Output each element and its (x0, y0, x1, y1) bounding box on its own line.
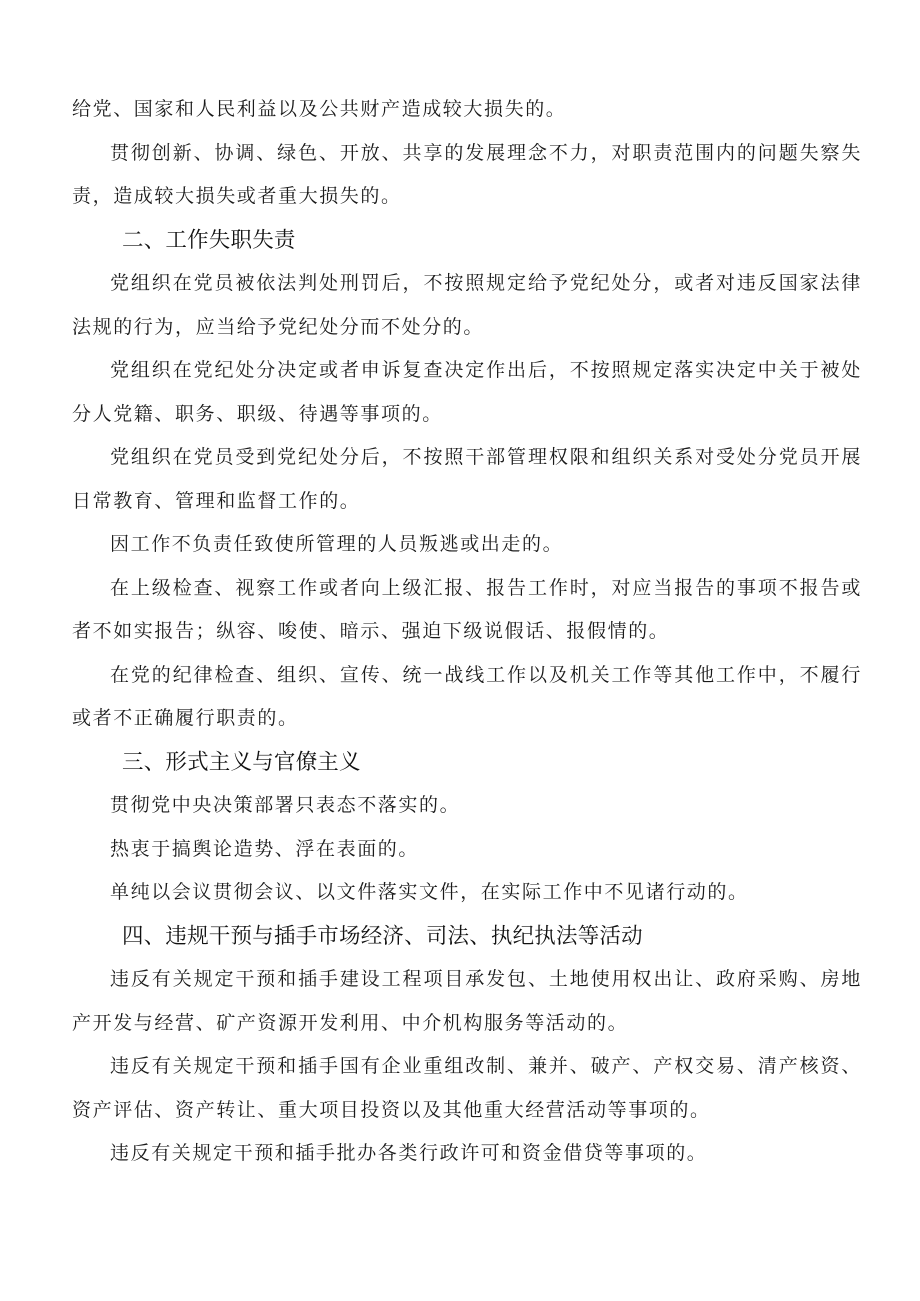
paragraph: 因工作不负责任致使所管理的人员叛逃或出走的。 (110, 533, 564, 555)
paragraph: 贯彻党中央决策部署只表态不落实的。 (110, 794, 461, 816)
section-heading-3: 三、形式主义与官僚主义 (122, 749, 361, 775)
paragraph: 党组织在党员受到党纪处分后，不按照干部管理权限和组织关系对受处分党员开展日常教育、管理和监督工作的。 (72, 446, 862, 512)
paragraph: 党组织在党纪处分决定或者申诉复查决定作出后，不按照规定落实决定中关于被处分人党籍、职务、职级、待遇等事项的。 (72, 359, 862, 425)
paragraph: 违反有关规定干预和插手国有企业重组改制、兼并、破产、产权交易、清产核资、资产评估、资产转让、重大项目投资以及其他重大经营活动等事项的。 (72, 1055, 862, 1121)
paragraph: 在上级检查、视察工作或者向上级汇报、报告工作时，对应当报告的事项不报告或者不如实报告；纵容、唆使、暗示、强迫下级说假话、报假情的。 (72, 576, 862, 642)
document-body (72, 88, 862, 1176)
paragraph: 单纯以会议贯彻会议、以文件落实文件，在实际工作中不见诸行动的。 (110, 881, 749, 903)
paragraph: 违反有关规定干预和插手建设工程项目承发包、土地使用权出让、政府采购、房地产开发与经营、矿产资源开发利用、中介机构服务等活动的。 (72, 968, 862, 1034)
paragraph: 在党的纪律检查、组织、宣传、统一战线工作以及机关工作等其他工作中，不履行或者不正确履行职责的。 (72, 663, 862, 729)
paragraph: 贯彻创新、协调、绿色、开放、共享的发展理念不力，对职责范围内的问题失察失责，造成较大损失或者重大损失的。 (72, 141, 862, 207)
section-heading-2: 二、工作失职失责 (122, 227, 296, 253)
paragraph: 热衷于搞舆论造势、浮在表面的。 (110, 837, 420, 860)
paragraph-continuation: 给党、国家和人民利益以及公共财产造成较大损失的。 (72, 98, 567, 120)
section-heading-4: 四、违规干预与插手市场经济、司法、执纪执法等活动 (122, 923, 643, 949)
paragraph: 违反有关规定干预和插手批办各类行政许可和资金借贷等事项的。 (110, 1142, 708, 1164)
paragraph: 党组织在党员被依法判处刑罚后，不按照规定给予党纪处分，或者对违反国家法律法规的行为，应当给予党纪处分而不处分的。 (72, 272, 862, 338)
